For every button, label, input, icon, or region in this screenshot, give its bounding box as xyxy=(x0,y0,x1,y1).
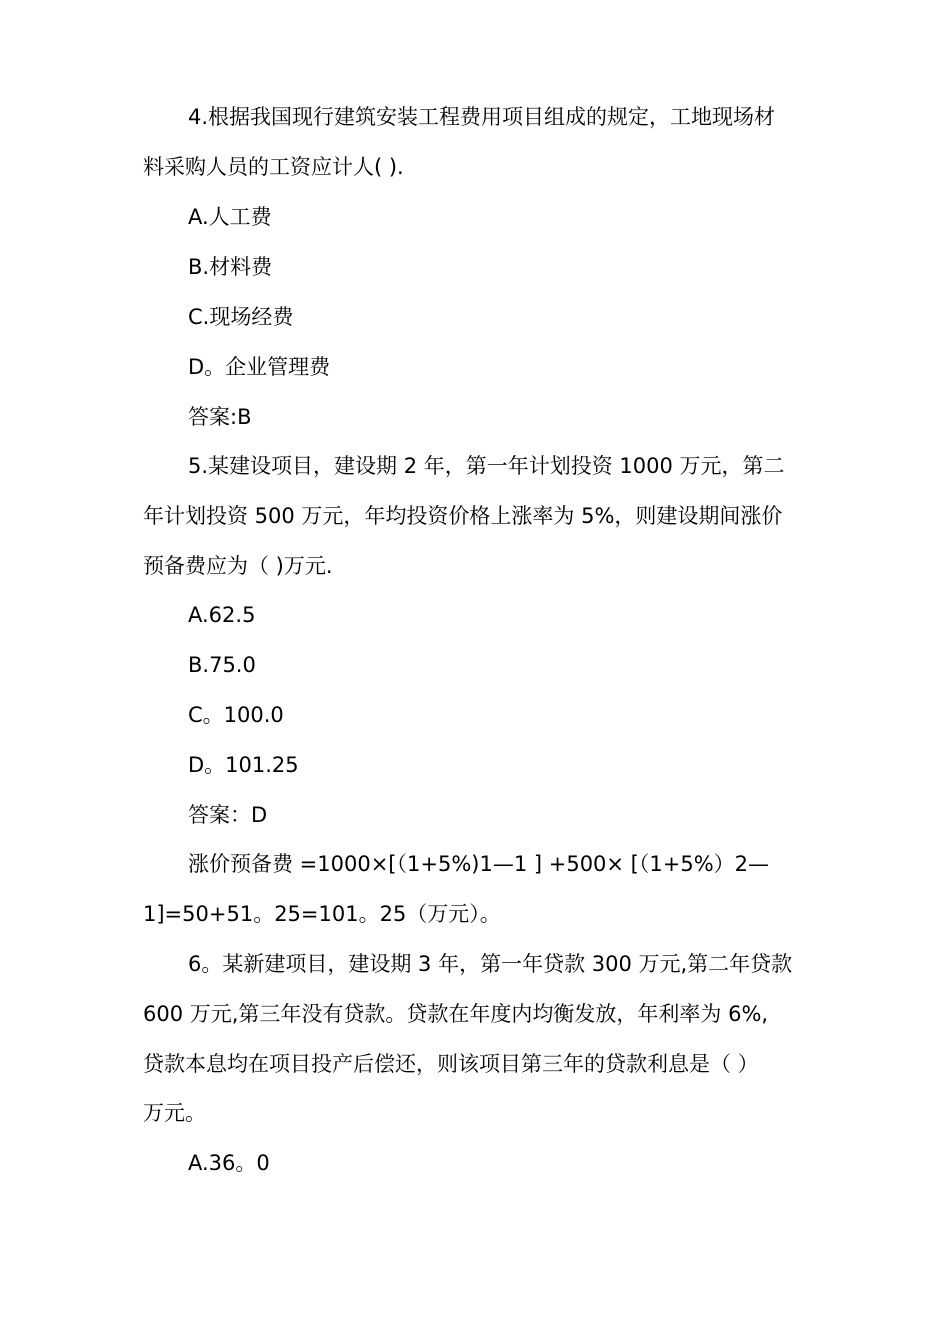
question-6-stem-line-2: 600 万元,第三年没有贷款。贷款在年度内均衡发放，年利率为 6%, xyxy=(143,1002,769,1026)
question-4-option-a: A.人工费 xyxy=(188,205,272,229)
question-5-stem-line-3: 预备费应为（ )万元. xyxy=(143,554,333,578)
question-4-option-b: B.材料费 xyxy=(188,255,273,279)
question-5-option-c: C。100.0 xyxy=(188,703,284,727)
question-5-option-d: D。101.25 xyxy=(188,753,299,777)
question-5-answer: 答案：D xyxy=(188,803,268,827)
question-4-option-c: C.现场经费 xyxy=(188,305,294,329)
question-4-answer: 答案:B xyxy=(188,405,252,429)
question-6-option-a: A.36。0 xyxy=(188,1151,270,1175)
question-5-option-b: B.75.0 xyxy=(188,653,256,677)
question-4-stem-line-2: 料采购人员的工资应计人( ). xyxy=(143,155,404,179)
question-4-stem-line-1: 4.根据我国现行建筑安装工程费用项目组成的规定，工地现场材 xyxy=(188,105,776,129)
question-5-stem-line-2: 年计划投资 500 万元，年均投资价格上涨率为 5%，则建设期间涨价 xyxy=(143,504,783,528)
question-4-option-d: D。企业管理费 xyxy=(188,355,331,379)
question-5-stem-line-1: 5.某建设项目，建设期 2 年，第一年计划投资 1000 万元，第二 xyxy=(188,454,785,478)
question-6-stem-line-3: 贷款本息均在项目投产后偿还，则该项目第三年的贷款利息是（ ） xyxy=(143,1052,759,1076)
question-5-explanation-line-1: 涨价预备费 =1000×[（1+5%)1—1 ] +500× [（1+5%）2— xyxy=(188,852,770,876)
question-6-stem-line-1: 6。某新建项目，建设期 3 年，第一年贷款 300 万元,第二年贷款 xyxy=(188,952,793,976)
question-6-stem-line-4: 万元。 xyxy=(143,1101,206,1125)
question-5-option-a: A.62.5 xyxy=(188,603,256,627)
question-5-explanation-line-2: 1]=50+51。25=101。25（万元）。 xyxy=(143,902,501,926)
